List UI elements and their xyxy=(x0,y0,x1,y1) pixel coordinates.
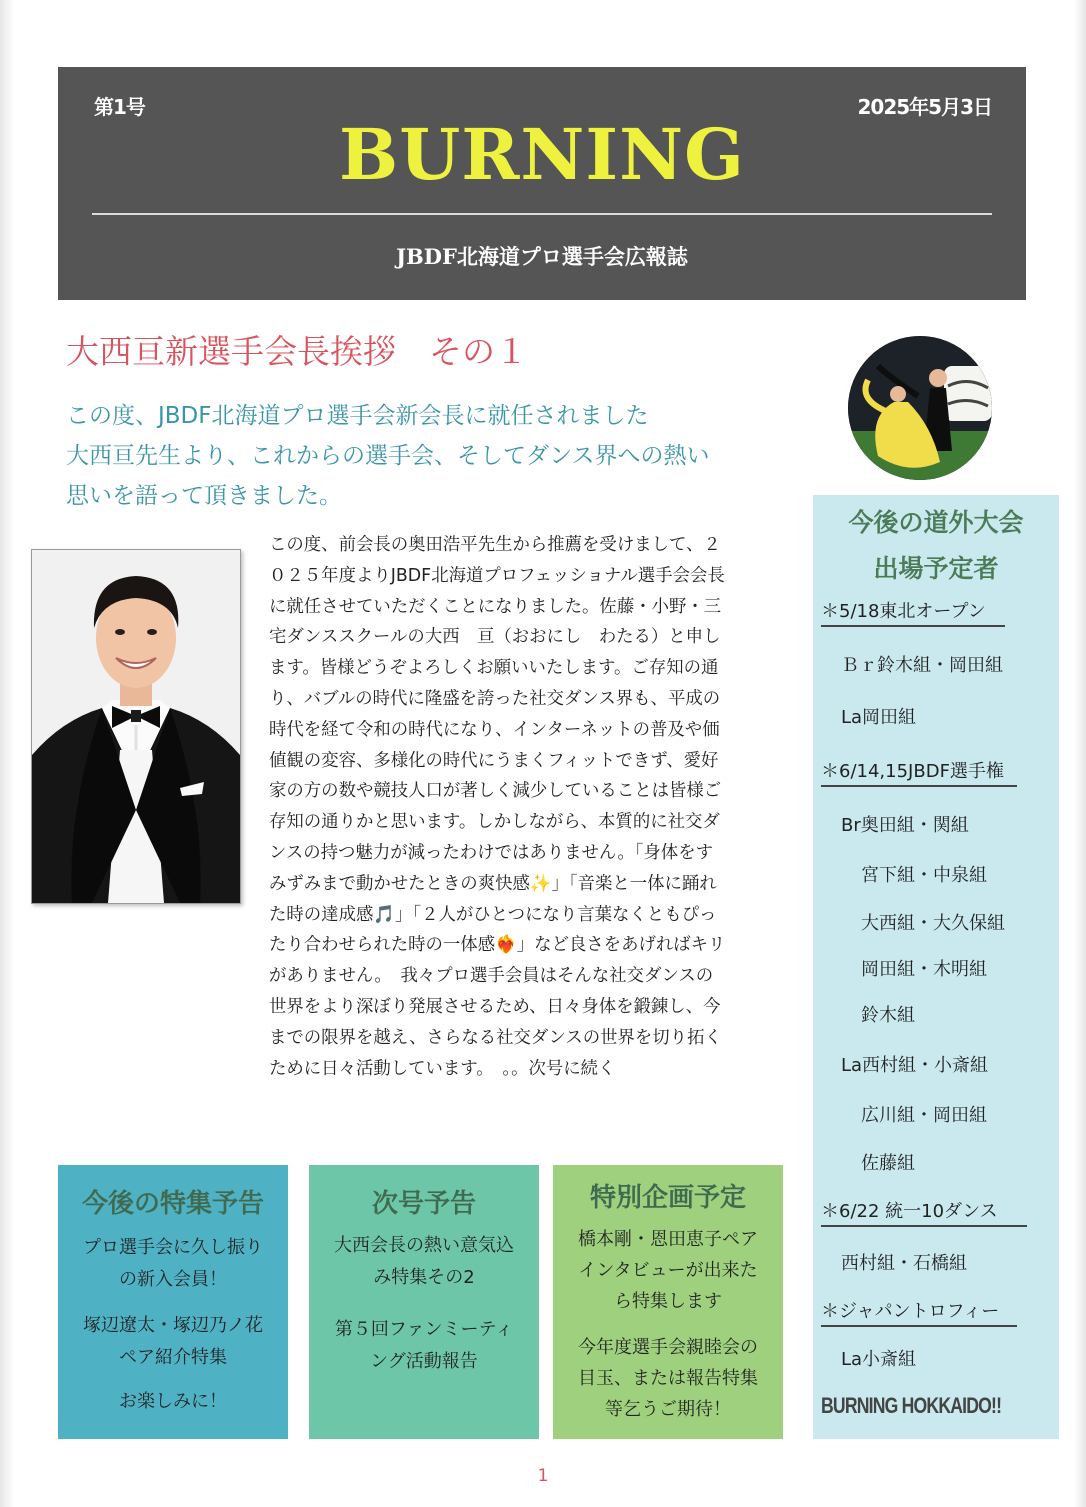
sidebar-title: 出場予定者 xyxy=(873,554,999,583)
lead-line: 大西亘先生より、これからの選手会、そしてダンス界への熱い xyxy=(66,443,710,469)
competition-heading: ＊6/22 統一10ダンス xyxy=(821,1197,1027,1227)
upcoming-competitions-sidebar xyxy=(813,495,1059,1439)
box-line: 今年度選手会親睦会の xyxy=(578,1337,758,1358)
entrant: 岡田組・木明組 xyxy=(861,959,987,980)
lead-line: 思いを語って頂きました。 xyxy=(66,483,342,509)
body-line: 存知の通りかと思います。しかしながら、本質的に社交ダ xyxy=(269,812,720,833)
box-line: 等乞うご期待！ xyxy=(605,1399,731,1420)
masthead-divider xyxy=(92,213,992,215)
body-line: ０２５年度よりJBDF北海道プロフェッショナル選手会会長 xyxy=(269,565,725,586)
body-line: みずみまで動かせたときの爽快感✨」「音楽と一体に踊れ xyxy=(269,873,717,894)
issue-number: 第1号 xyxy=(94,95,145,119)
body-line: ンスの持つ魅力が減ったわけではありません。「身体をす xyxy=(269,842,713,863)
box-title: 次号予告 xyxy=(371,1189,476,1219)
box-line: 塚辺遼太・塚辺乃ノ花 xyxy=(83,1315,263,1336)
body-line: 家の方の数や競技人口が著しく減少していることは皆様ご xyxy=(269,781,722,802)
body-line: ます。皆様どうぞよろしくお願いいたします。ご存知の通 xyxy=(269,658,719,679)
body-line: までの限界を越え、さらなる社交ダンスの世界を切り拓く xyxy=(269,1027,722,1048)
body-line: 宅ダンススクールの大西 亘（おおにし わたる）と申し xyxy=(269,627,721,648)
sidebar-title: 今後の道外大会 xyxy=(848,508,1024,537)
lead-line: この度、JBDF北海道プロ選手会新会長に就任されました xyxy=(66,403,649,429)
entrant: 大西組・大久保組 xyxy=(861,913,1005,934)
box-line: お楽しみに！ xyxy=(119,1391,227,1412)
special-feature-box xyxy=(553,1165,783,1439)
entrant: 鈴木組 xyxy=(861,1005,915,1026)
box-line: み特集その2 xyxy=(373,1267,475,1288)
sidebar-slogan: BURNING HOKKAIDO!! xyxy=(821,1393,1002,1418)
article-lead xyxy=(66,396,796,516)
page-number: 1 xyxy=(537,1466,549,1486)
dance-couple-illustration xyxy=(848,336,992,480)
box-title: 今後の特集予告 xyxy=(81,1189,264,1219)
entrant: 広川組・岡田組 xyxy=(861,1105,987,1126)
newsletter-subtitle: JBDF北海道プロ選手会広報誌 xyxy=(396,244,688,269)
entrant: 西村組・石橋組 xyxy=(841,1253,967,1274)
body-line: ために日々活動しています。 。。次号に続く xyxy=(269,1058,616,1079)
body-line: 時代を経て令和の時代になり、インターネットの普及や価 xyxy=(269,719,720,740)
dance-couple-photo xyxy=(848,336,992,480)
body-line: たり合わせられた時の一体感❤️‍🔥」など良さをあげればキリ xyxy=(269,935,726,956)
box-line: プロ選手会に久し振り xyxy=(83,1237,263,1258)
box-line: 第５回ファンミーティ xyxy=(334,1319,514,1340)
entrant: 宮下組・中泉組 xyxy=(861,865,987,886)
entrant: La小斎組 xyxy=(841,1349,917,1370)
entrant: 佐藤組 xyxy=(861,1153,915,1174)
entrant: La西村組・小斎組 xyxy=(841,1055,989,1076)
box-line: ペア紹介特集 xyxy=(119,1347,227,1368)
box-line: ング活動報告 xyxy=(370,1351,478,1372)
box-line: 大西会長の熱い意気込 xyxy=(334,1235,514,1256)
page-edge-left xyxy=(0,0,14,1507)
entrant: Ｂｒ鈴木組・岡田組 xyxy=(841,655,1003,676)
body-line: に就任させていただくことになりました。佐藤・小野・三 xyxy=(269,596,722,617)
next-issue-box xyxy=(309,1165,539,1439)
body-line: この度、前会長の奥田浩平先生から推薦を受けまして、２ xyxy=(269,535,721,555)
portrait-illustration xyxy=(32,550,240,903)
entrant: Br奥田組・関組 xyxy=(841,815,969,836)
competition-heading: ＊ジャパントロフィー xyxy=(821,1297,1017,1327)
body-line: がありません。 我々プロ選手会員はそんな社交ダンスの xyxy=(269,966,714,987)
box-line: ら特集します xyxy=(614,1291,722,1312)
body-line: 値観の変容、多様化の時代にうまくフィットできず、愛好 xyxy=(269,750,719,771)
entrant: La岡田組 xyxy=(841,707,917,728)
competition-heading: ＊5/18東北オープン xyxy=(821,597,1005,627)
article-headline: 大西亘新選手会長挨拶 その１ xyxy=(66,332,528,371)
issue-date: 2025年5月3日 xyxy=(857,95,992,119)
masthead xyxy=(58,67,1026,300)
box-title: 特別企画予定 xyxy=(589,1183,746,1213)
portrait-photo xyxy=(31,549,241,904)
body-line: た時の達成感🎵」「２人がひとつになり言葉なくともぴっ xyxy=(269,904,717,925)
box-line: 目玉、または報告特集 xyxy=(578,1368,758,1389)
page-edge-right xyxy=(1074,0,1086,1507)
box-line: の新入会員！ xyxy=(119,1269,227,1290)
feature-preview-box xyxy=(58,1165,288,1439)
newsletter-logo: BURNING xyxy=(339,113,745,196)
competition-heading: ＊6/14,15JBDF選手権 xyxy=(821,757,1017,787)
body-line: 世界をより深ぼり発展させるため、日々身体を鍛錬し、今 xyxy=(269,996,721,1017)
box-line: 橋本剛・恩田恵子ペア xyxy=(578,1229,758,1250)
body-line: り、バブルの時代に隆盛を誇った社交ダンス界も、平成の xyxy=(269,688,721,709)
article-body xyxy=(269,530,799,1084)
box-line: インタビューが出来た xyxy=(578,1260,758,1281)
